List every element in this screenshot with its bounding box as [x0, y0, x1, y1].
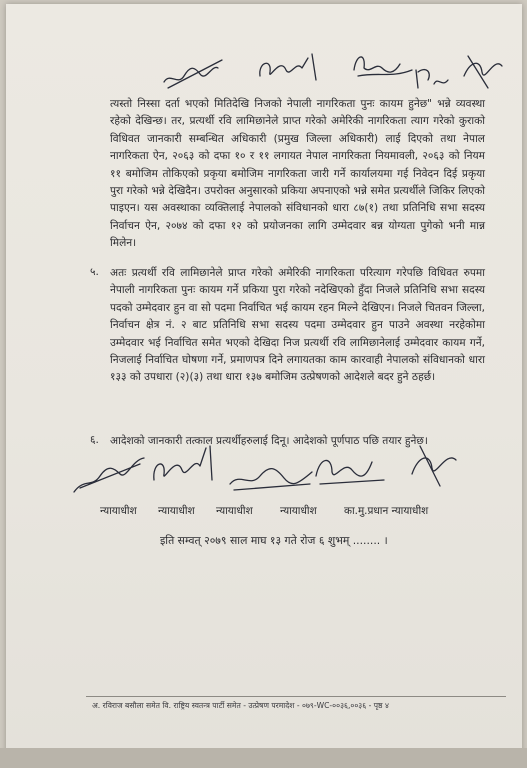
- page-edge-shadow: [0, 748, 527, 768]
- chief-justice-label: का.मु.प्रधान न्यायाधीश: [344, 505, 429, 517]
- signature-2: [256, 46, 326, 90]
- judge-label-2: न्यायाधीश: [158, 505, 195, 517]
- signature-judge-4: [310, 446, 390, 490]
- signature-5: [458, 48, 508, 92]
- footer-divider: [86, 696, 506, 697]
- dateline: इति सम्वत् २०७९ साल माघ १३ गते रोज ६ शुभम् ........ ।: [160, 534, 388, 547]
- footer-caption: अ. रविराज बसौला समेत वि. राष्ट्रिय स्वतन्त्र पार्टी समेत - उत्प्रेषण परमादेश - ०७९-WC-००३६,००३६ - पृष्ठ ४: [92, 701, 389, 710]
- signature-1: [160, 52, 230, 92]
- signature-4: [412, 58, 452, 94]
- signature-judge-5: [406, 440, 466, 490]
- signature-judge-3: [226, 454, 316, 494]
- signatures-bottom: [70, 440, 470, 500]
- paragraph-6-number: ६.: [90, 434, 99, 446]
- judge-label-3: न्यायाधीश: [216, 505, 253, 517]
- paragraph-top: त्यस्तो निस्सा दर्ता भएको मितिदेखि निजको नेपाली नागरिकता पुनः कायम हुनेछ" भन्ने व्यवस्था रहेको देखिन्छ। तर, प्रत्यर्थी रवि लामिछानेले प्राप्त गरेको अमेरिकी नागरिकता त्याग गरेको कुराको विधिवत जानकारी सम्बन्धित अधिकारी (प्रमुख जिल्ला अधिकारी) लाई दिएको तथा नेपाल नागरिकता ऐन, २०६३ को दफा १० र ११ लगायत नेपाल नागरिकता नियमावली, २०६३ को नियम ११ बमोजिम तोकिएको प्रकृया बमोजिम नागरिकता जारी गर्ने कार्यालयमा गई निवेदन दिई प्रकृया पुरा गरेको भन्ने देखिदैन। उपरोक्त अनुसारको प्रकिया अपनाएको भन्ने समेत प्रत्यर्थीले जिकिर लिएको पाइएन। यस अवस्थाका व्यक्तिलाई नेपालको संविधानको धारा ८७(१) तथा प्रतिनिधि सभा सदस्य निर्वाचन ऐन, २०७४ को दफा १२ को प्रयोजनका लागि उम्मेदवार बन्न योग्यता पुगेको भनी मान्न मिलेन।: [110, 98, 485, 250]
- signature-judge-1: [70, 448, 150, 498]
- judge-label-1: न्यायाधीश: [100, 505, 137, 517]
- paragraph-6: आदेशको जानकारी तत्काल प्रत्यर्थीहरुलाई दिनू। आदेशको पूर्णपाठ पछि तयार हुनेछ।: [110, 435, 428, 447]
- paragraph-5: अतः प्रत्यर्थी रवि लामिछानेले प्राप्त गरेको अमेरिकी नागरिकता परित्याग गरेपछि विधिवत रुपमा नेपाली नागरिकता पुनः कायम गर्ने प्रकिया पुरा गरेको नदेखिएको हुँदा निजले प्रतिनिधि सभा सदस्य पदको उम्मेदवार हुन वा सो पदमा निर्वाचित भई कायम रहन मिल्ने देखिएन। निजले चितवन जिल्ला, निर्वाचन क्षेत्र नं. २ बाट प्रतिनिधि सभा सदस्य पदमा उम्मेदवार हुन पाउने अवस्था नरहेकोमा उम्मेदवार भई निर्वाचित समेत भएको देखिदा निज प्रत्यर्थी रवि लामिछानेलाई उम्मेदवार कायम गर्ने, निजलाई निर्वाचित घोषणा गर्ने, प्रमाणपत्र दिने लगायतका काम कारवाही नेपालको संविधानको धारा १३३ को उपधारा (२)(३) तथा धारा १३७ बमोजिम उत्प्रेषणको आदेशले बदर हुने ठहर्छ।: [110, 267, 485, 384]
- signatures-top: [160, 44, 500, 94]
- paragraph-5-number: ५.: [90, 266, 99, 278]
- signature-judge-2: [148, 440, 228, 490]
- signature-3: [348, 44, 418, 84]
- judge-label-4: न्यायाधीश: [280, 505, 317, 517]
- judges-row: [100, 504, 480, 520]
